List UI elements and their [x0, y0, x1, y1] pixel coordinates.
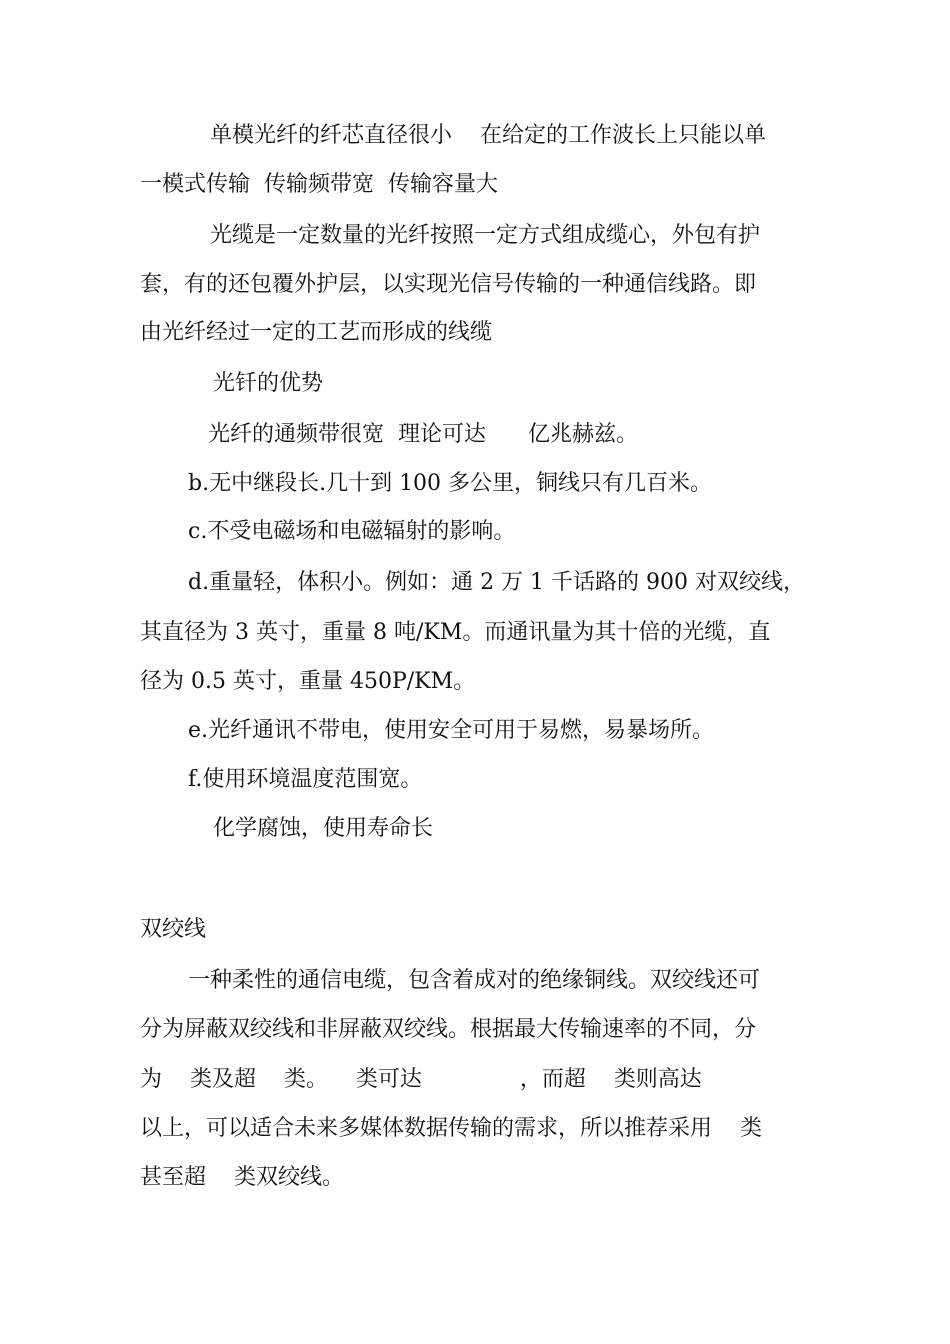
text-line: 一模式传输 传输频带宽 传输容量大: [140, 172, 498, 197]
text-line: 甚至超 类双绞线。: [140, 1165, 344, 1190]
list-item: 化学腐蚀，使用寿命长: [213, 816, 434, 841]
section-heading: 双绞线: [140, 917, 207, 942]
text-line: 分为屏蔽双绞线和非屏蔽双绞线。根据最大传输速率的不同，分: [140, 1017, 757, 1042]
text-line: 一种柔性的通信电缆，包含着成对的绝缘铜线。双绞线还可: [188, 968, 761, 993]
list-item: c.不受电磁场和电磁辐射的影响。: [188, 519, 516, 544]
text-line: 套，有的还包覆外护层，以实现光信号传输的一种通信线路。即: [140, 272, 757, 297]
list-item: e.光纤通讯不带电，使用安全可用于易燃，易暴场所。: [188, 718, 715, 743]
text-line: 由光纤经过一定的工艺而形成的线缆: [140, 320, 493, 345]
text-line: 单模光纤的纤芯直径很小 在给定的工作波长上只能以单: [210, 123, 766, 148]
list-item: d.重量轻，体积小。例如：通 2 万 1 千话路的 900 对双绞线，: [188, 570, 806, 595]
list-item: 光纤的通频带很宽 理论可达 亿兆赫兹。: [208, 422, 638, 447]
section-heading: 光钎的优势: [213, 371, 324, 396]
text-line: 光缆是一定数量的光纤按照一定方式组成缆心，外包有护: [210, 223, 761, 248]
text-line: 其直径为 3 英寸，重量 8 吨/KM。而通讯量为其十倍的光缆，直: [140, 620, 771, 645]
text-line: 为 类及超 类。 类可达 ，而超 类则高达: [140, 1067, 702, 1092]
text-line: 以上，可以适合未来多媒体数据传输的需求，所以推荐采用 类: [140, 1116, 762, 1141]
list-item: f.使用环境温度范围宽。: [188, 767, 423, 792]
text-line: 径为 0.5 英寸，重量 450P/KM。: [140, 669, 476, 694]
list-item: b.无中继段长.几十到 100 多公里，铜线只有几百米。: [188, 471, 713, 496]
